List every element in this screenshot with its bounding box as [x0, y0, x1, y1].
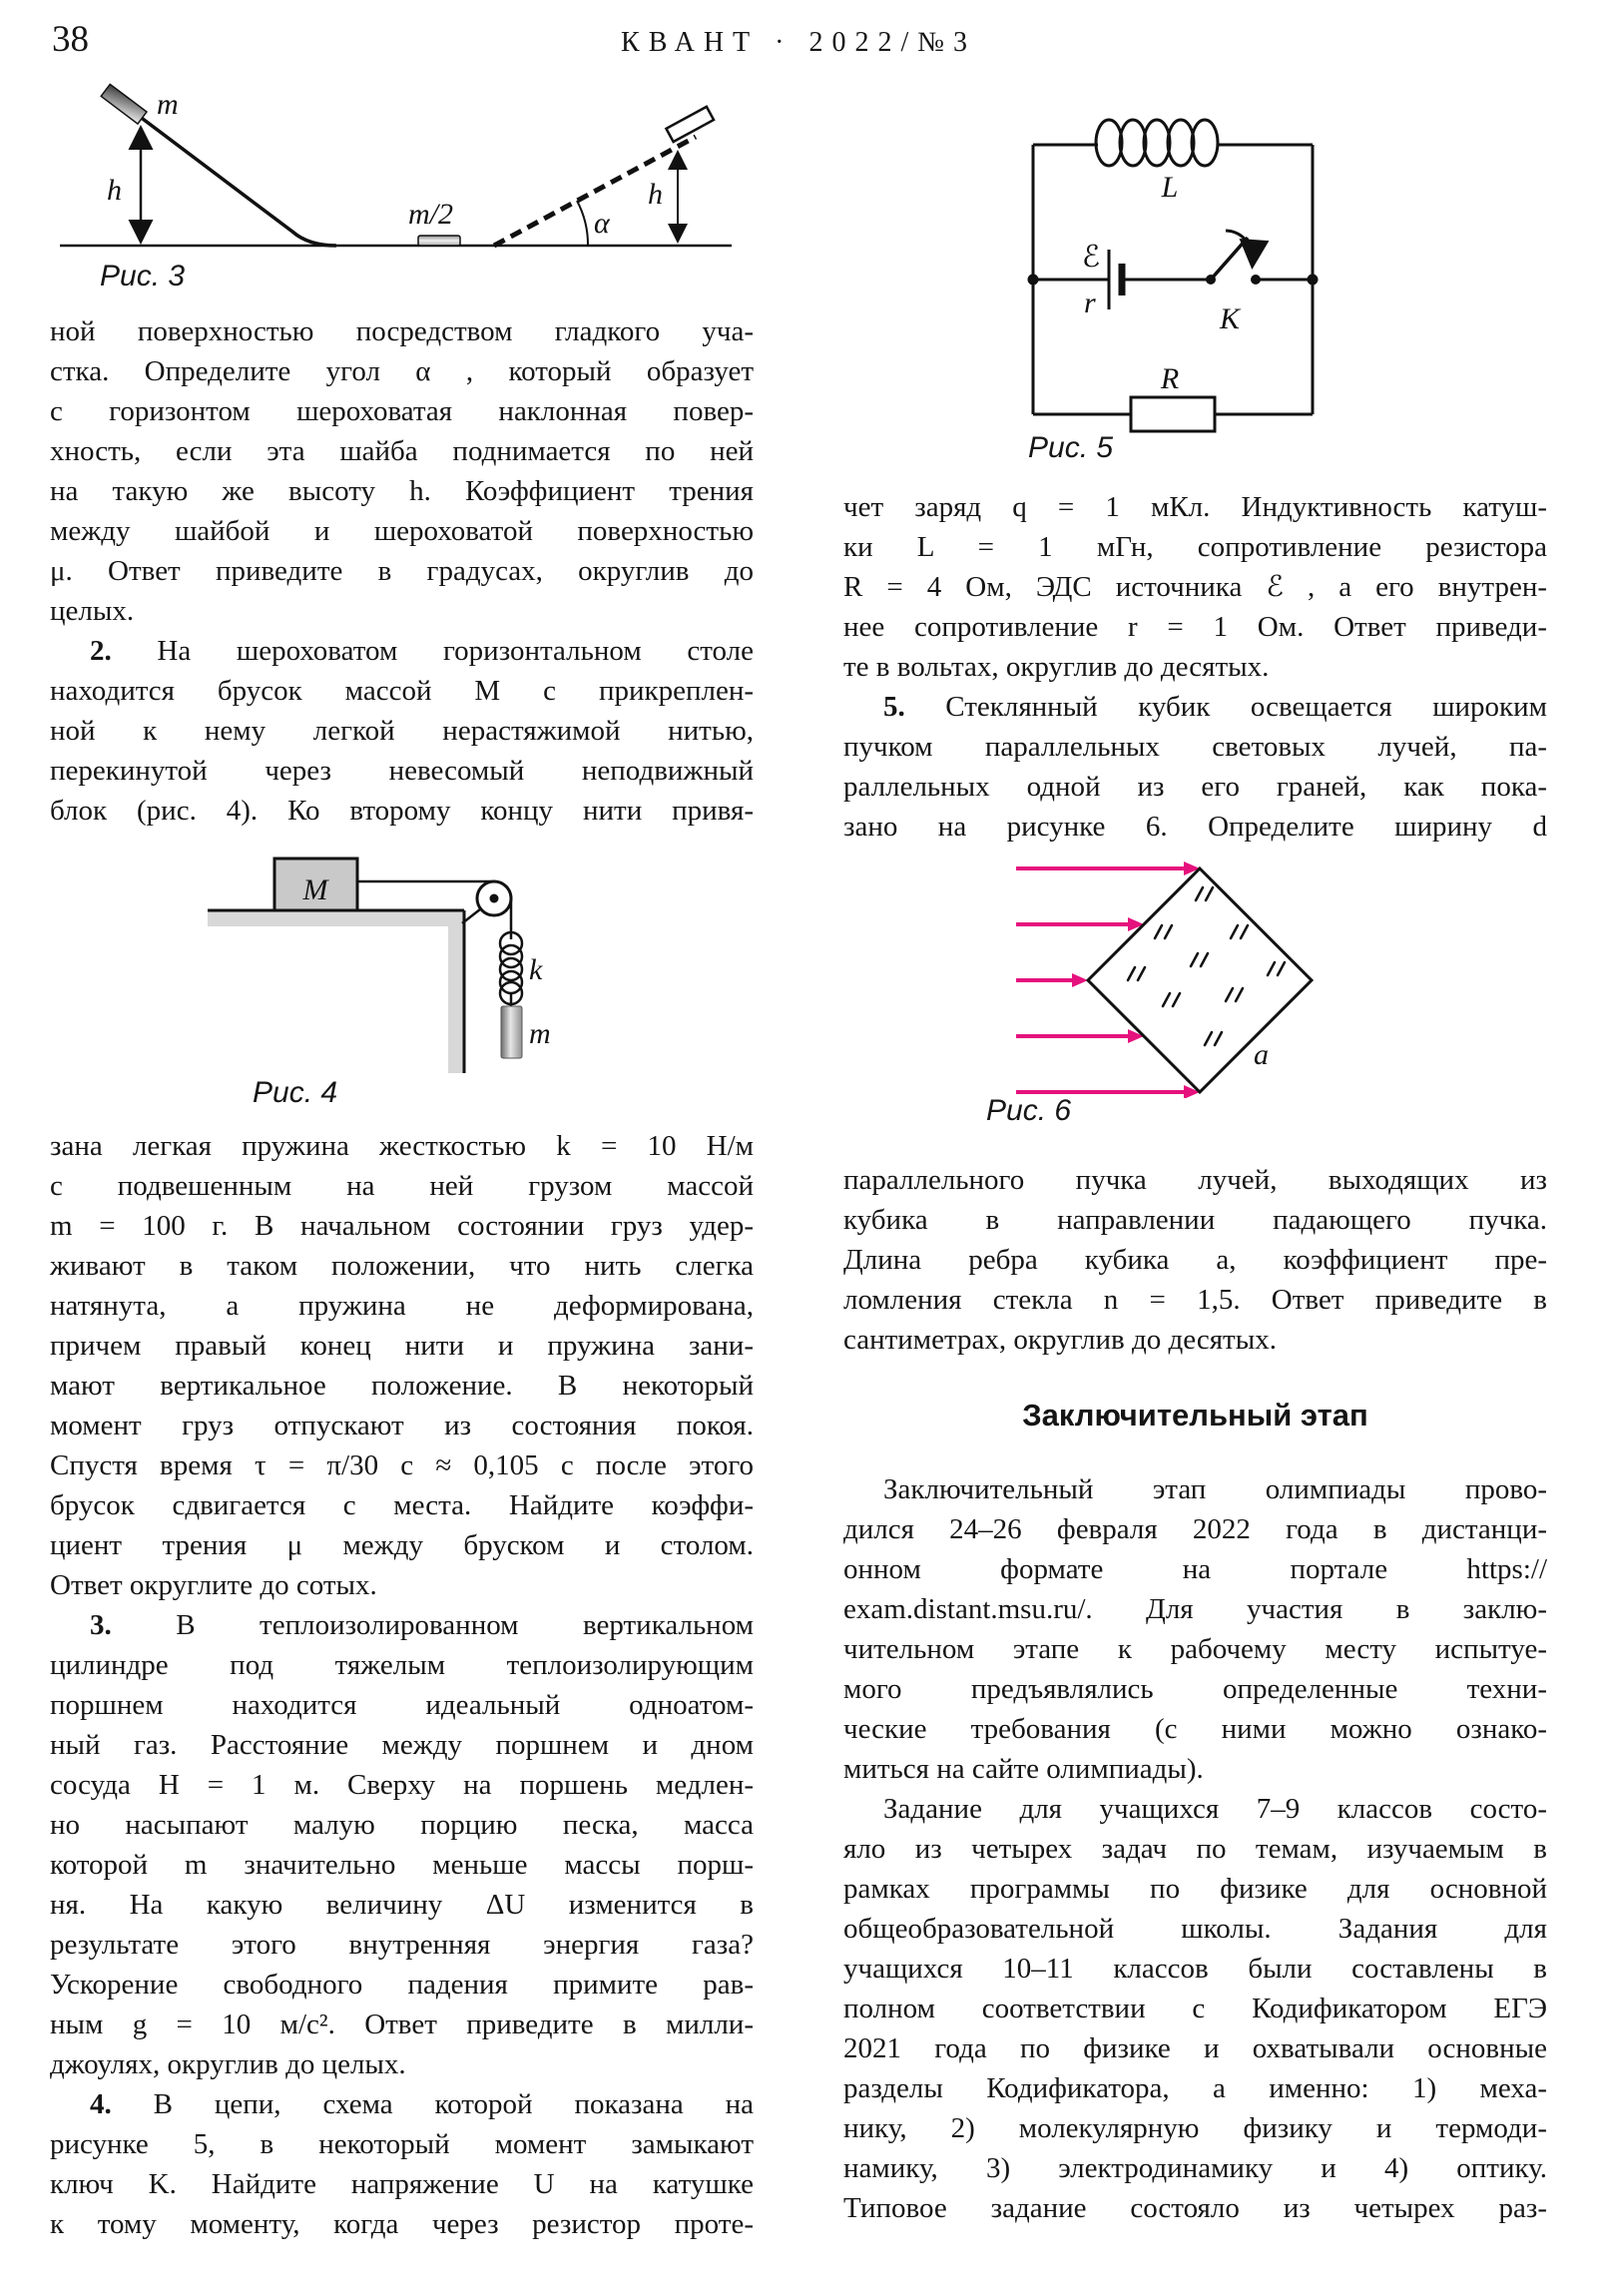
- text-line: 2021 года по физике и охватывали основные: [843, 2032, 1547, 2064]
- text-line: Ускорение свободного падения примите рав-: [50, 1969, 754, 2001]
- text-line: момент груз отпускают из состояния покоя.: [50, 1410, 754, 1441]
- paragraph: [843, 1789, 1547, 2228]
- text-line: хность, если эта шайба поднимается по ней: [50, 435, 754, 467]
- text-line: на такую же высоту h. Коэффициент трения: [50, 475, 754, 507]
- text-line: но насыпают малую порцию песка, масса: [50, 1809, 754, 1841]
- text-line: ным g = 10 м/с². Ответ приведите в милли-: [50, 2009, 754, 2040]
- text-line: 4. В цепи, схема которой показана на: [90, 2088, 754, 2120]
- text-line: джоулях, округлив до целых.: [50, 2048, 406, 2080]
- text-line: намику, 3) электродинамику и 4) оптику.: [843, 2152, 1547, 2184]
- text-line: живают в таком положении, что нить слегка: [50, 1250, 754, 1282]
- puck-on-rough-incline: [666, 107, 714, 142]
- text-line: чительном этапе к рабочему месту испытуе-: [843, 1633, 1547, 1665]
- text-line: ной к нему легкой нерастяжимой нитью,: [50, 715, 754, 747]
- label-mass-m: m: [157, 88, 179, 121]
- text-line: ный газ. Расстояние между поршнем и дном: [50, 1729, 754, 1761]
- figure-6-cube-rays-diagram: [958, 849, 1377, 1098]
- text-line: находится брусок массой M с прикреплен-: [50, 675, 754, 707]
- switch-blade: [1211, 238, 1248, 280]
- label-half-mass: m/2: [408, 198, 453, 231]
- text-line: нику, 2) молекулярную физику и термоди-: [843, 2112, 1547, 2144]
- text-line: к тому моменту, когда через резистор проте-: [50, 2208, 754, 2240]
- text-line: R = 4 Ом, ЭДС источника ℰ , а его внутрен-: [843, 571, 1547, 603]
- text-line: брусок сдвигается с места. Найдите коэффи-: [50, 1489, 754, 1521]
- text-line: рамках программы по физике для основной: [843, 1873, 1547, 1905]
- text-line: рисунке 5, в некоторый момент замыкают: [50, 2128, 754, 2160]
- label-internal-resistance: r: [1084, 287, 1096, 319]
- text-line: сосуда H = 1 м. Сверху на поршень медлен-: [50, 1769, 754, 1801]
- text-line: общеобразовательной школы. Задания для: [843, 1913, 1547, 1945]
- label-height-left: h: [107, 174, 122, 207]
- text-line: целых.: [50, 595, 135, 627]
- resistor-box: [1131, 397, 1215, 431]
- right-column-text-3: [843, 1469, 1547, 2228]
- label-switch-K: K: [1220, 302, 1241, 335]
- right-column-text-1: [843, 487, 1547, 847]
- paragraph: [50, 631, 754, 831]
- text-line: Заключительный этап олимпиады прово-: [883, 1473, 1547, 1505]
- text-line: разделы Кодификатора, а именно: 1) меха-: [843, 2072, 1547, 2104]
- table: [208, 910, 464, 1073]
- text-line: μ. Ответ приведите в градусах, округлив до: [50, 555, 754, 587]
- text-line: циент трения μ между бруском и столом.: [50, 1529, 754, 1561]
- text-line: m = 100 г. В начальном состоянии груз удер-: [50, 1210, 754, 1242]
- text-line: Спустя время τ = π/30 с ≈ 0,105 с после этого: [50, 1449, 754, 1481]
- text-line: результате этого внутренняя энергия газа?: [50, 1929, 754, 1961]
- text-line: параллельного пучка лучей, выходящих из: [843, 1164, 1547, 1196]
- text-line: сантиметрах, округлив до десятых.: [843, 1324, 1277, 1356]
- figure-3-caption: Рис. 3: [100, 260, 186, 292]
- text-line: мого предъявлялись определенные техни-: [843, 1673, 1547, 1705]
- page-number: 38: [52, 19, 89, 60]
- figure-6-caption: Рис. 6: [986, 1094, 1072, 1127]
- label-angle-alpha: α: [594, 207, 610, 240]
- text-line: стка. Определите угол α , который образует: [50, 355, 754, 387]
- text-line: ня. На какую величину ΔU изменится в: [50, 1889, 754, 1921]
- text-line: Задание для учащихся 7–9 классов состо-: [883, 1793, 1547, 1825]
- text-line: яло из четырех задач по темам, изучаемым в: [843, 1833, 1547, 1865]
- text-line: между шайбой и шероховатой поверхностью: [50, 515, 754, 547]
- junction-right: [1308, 275, 1319, 286]
- text-line: пучком параллельных световых лучей, па-: [843, 731, 1547, 763]
- left-column-lower-text: [50, 1126, 754, 2244]
- text-line: ческие требования (с ними можно ознако-: [843, 1713, 1547, 1745]
- paragraph: [843, 1160, 1547, 1360]
- figure-4-caption: Рис. 4: [253, 1076, 338, 1109]
- journal-header: КВАНТ · 2022/№3: [621, 27, 976, 58]
- text-line: exam.distant.msu.ru/. Для участия в заклю-: [843, 1593, 1547, 1625]
- label-height-right: h: [648, 178, 663, 211]
- figure-5-circuit-diagram: [998, 85, 1337, 444]
- text-line: онном формате на портале https://: [843, 1553, 1547, 1585]
- text-line: Длина ребра кубика a, коэффициент пре-: [843, 1244, 1547, 1276]
- hanging-mass: [501, 1006, 522, 1058]
- text-line: Типовое задание состояло из четырех раз-: [843, 2192, 1547, 2224]
- light-ray-arrowheads: [1072, 861, 1200, 1098]
- text-line: ломления стекла n = 1,5. Ответ приведите в: [843, 1284, 1547, 1316]
- figure-3-incline-diagram: [45, 80, 744, 275]
- text-line: учащихся 10–11 классов были составлены в: [843, 1953, 1547, 1985]
- text-line: с горизонтом шероховатая наклонная повер-: [50, 395, 754, 427]
- label-block-M: M: [302, 873, 328, 906]
- paragraph: [50, 311, 754, 631]
- text-line: 2. На шероховатом горизонтальном столе: [90, 635, 754, 667]
- text-line: нее сопротивление r = 1 Ом. Ответ приведи-: [843, 611, 1547, 643]
- paragraph: [843, 687, 1547, 847]
- paragraph: [843, 487, 1547, 687]
- angle-arc: [577, 201, 588, 246]
- text-line: 5. Стеклянный кубик освещается широким: [883, 691, 1547, 723]
- glass-cube: [1088, 868, 1312, 1092]
- text-line: блок (рис. 4). Ко второму концу нити привя-: [50, 795, 754, 827]
- left-column-upper-text: [50, 311, 754, 831]
- text-line: чет заряд q = 1 мКл. Индуктивность катуш-: [843, 491, 1547, 523]
- paragraph: [50, 2084, 754, 2244]
- text-line: кубика в направлении падающего пучка.: [843, 1204, 1547, 1236]
- inductor-coil: [1096, 120, 1218, 166]
- text-line: поршнем находится идеальный одноатом-: [50, 1689, 754, 1721]
- text-line: раллельных одной из его граней, как пока-: [843, 771, 1547, 803]
- label-hanging-mass: m: [529, 1017, 551, 1050]
- switch-contact-right: [1251, 275, 1261, 285]
- text-line: зана легкая пружина жесткостью k = 10 Н/м: [50, 1130, 754, 1162]
- paragraph: [50, 1605, 754, 2084]
- text-line: 3. В теплоизолированном вертикальном: [90, 1609, 754, 1641]
- label-edge-a: a: [1254, 1038, 1269, 1071]
- text-line: цилиндре под тяжелым теплоизолирующим: [50, 1649, 754, 1681]
- text-line: полном соответствии с Кодификатором ЕГЭ: [843, 1993, 1547, 2024]
- text-line: перекинутой через невесомый неподвижный: [50, 755, 754, 787]
- right-column-text-2: [843, 1160, 1547, 1360]
- light-rays: [1016, 868, 1185, 1092]
- paragraph: [50, 1126, 754, 1605]
- pulley-axle: [490, 894, 499, 903]
- junction-left: [1028, 275, 1039, 286]
- text-line: миться на сайте олимпиады).: [843, 1753, 1204, 1785]
- text-line: Ответ округлите до сотых.: [50, 1569, 377, 1601]
- text-line: дился 24–26 февраля 2022 года в дистанци-: [843, 1513, 1547, 1545]
- label-emf: ℰ: [1082, 241, 1101, 274]
- puck-m: [101, 84, 147, 124]
- figure-4-pulley-diagram: [200, 844, 619, 1073]
- label-inductor-L: L: [1161, 171, 1179, 204]
- text-line: ки L = 1 мГн, сопротивление резистора: [843, 531, 1547, 563]
- label-resistor-R: R: [1160, 362, 1180, 395]
- section-heading: Заключительный этап: [1022, 1398, 1368, 1433]
- text-line: мают вертикальное положение. В некоторый: [50, 1370, 754, 1402]
- text-line: ной поверхностью посредством гладкого уча-: [50, 315, 754, 347]
- puck-half-m: [418, 236, 460, 246]
- text-line: с подвешенным на ней грузом массой: [50, 1170, 754, 1202]
- paragraph: [843, 1469, 1547, 1789]
- label-spring-k: k: [529, 953, 543, 986]
- text-line: которой m значительно меньше массы порш-: [50, 1849, 754, 1881]
- text-line: зано на рисунке 6. Определите ширину d: [843, 811, 1547, 843]
- glass-hatching: [1128, 887, 1285, 1045]
- text-line: натянута, а пружина не деформирована,: [50, 1290, 754, 1322]
- text-line: причем правый конец нити и пружина зани-: [50, 1330, 754, 1362]
- text-line: ключ K. Найдите напряжение U на катушке: [50, 2168, 754, 2200]
- figure-5-caption: Рис. 5: [1028, 431, 1114, 464]
- smooth-incline: [131, 110, 336, 246]
- text-line: те в вольтах, округлив до десятых.: [843, 651, 1270, 683]
